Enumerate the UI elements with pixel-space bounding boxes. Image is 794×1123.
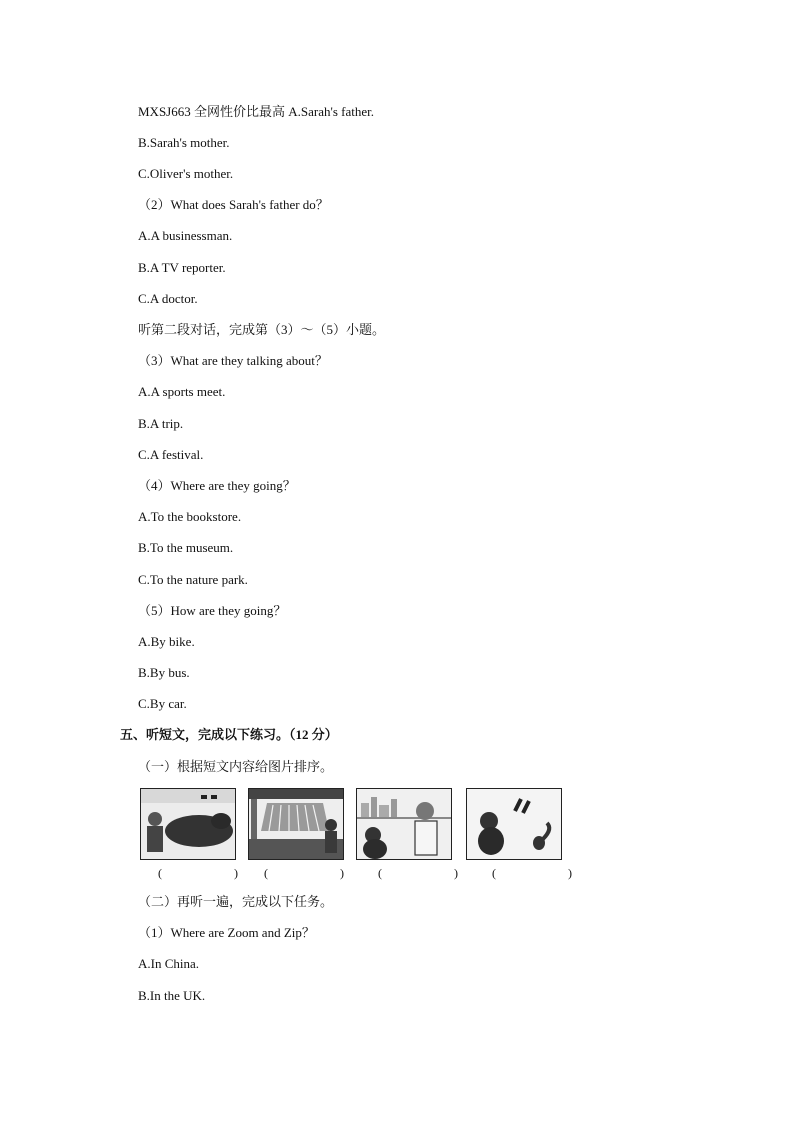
q2-option-b: B.A TV reporter. xyxy=(138,260,226,275)
picture-1 xyxy=(140,788,236,860)
q2-option-a: A.A businessman. xyxy=(138,228,233,243)
section-5-part-2: （二）再听一遍，完成以下任务。 xyxy=(138,894,334,909)
q3-option-a: A.A sports meet. xyxy=(138,384,226,399)
picture-1-answer-blank[interactable] xyxy=(158,866,238,880)
q4-option-a: A.To the bookstore. xyxy=(138,509,242,524)
section-5-heading: 五、听短文，完成以下练习。（12 分） xyxy=(120,727,338,742)
picture-2-answer-blank[interactable] xyxy=(264,866,344,880)
paren-open: ( xyxy=(158,866,162,880)
part-2-q1-option-b: B.In the UK. xyxy=(138,988,206,1003)
picture-2 xyxy=(248,788,344,860)
q3-option-c: C.A festival. xyxy=(138,447,204,462)
paren-close: ) xyxy=(454,866,458,880)
part-2-q1-option-a: A.In China. xyxy=(138,956,200,971)
part-2-question-1: （1）Where are Zoom and Zip？ xyxy=(138,925,315,940)
question-3: （3）What are they talking about？ xyxy=(138,353,328,368)
q3-option-b: B.A trip. xyxy=(138,416,184,431)
q4-option-b: B.To the museum. xyxy=(138,540,234,555)
paren-close: ) xyxy=(234,866,238,880)
q2-option-c: C.A doctor. xyxy=(138,291,198,306)
question-2: （2）What does Sarah's father do？ xyxy=(138,197,329,212)
dialogue-2-instruction: 听第二段对话，完成第（3）～（5）小题。 xyxy=(138,322,386,337)
picture-3-answer-blank[interactable] xyxy=(378,866,458,880)
paren-close: ) xyxy=(568,866,572,880)
q5-option-a: A.By bike. xyxy=(138,634,195,649)
q1-option-a-line: MXSJ663 全网性价比最高 A.Sarah's father. xyxy=(138,104,374,119)
q1-option-b: B.Sarah's mother. xyxy=(138,135,230,150)
q5-option-b: B.By bus. xyxy=(138,665,190,680)
paren-open: ( xyxy=(264,866,268,880)
picture-ordering-row xyxy=(140,788,580,878)
question-4: （4）Where are they going？ xyxy=(138,478,296,493)
q5-option-c: C.By car. xyxy=(138,696,187,711)
q1-option-c: C.Oliver's mother. xyxy=(138,166,234,181)
paren-open: ( xyxy=(378,866,382,880)
picture-4-answer-blank[interactable] xyxy=(492,866,572,880)
q4-option-c: C.To the nature park. xyxy=(138,572,248,587)
question-5: （5）How are they going？ xyxy=(138,603,287,618)
picture-3 xyxy=(356,788,452,860)
paren-close: ) xyxy=(340,866,344,880)
paren-open: ( xyxy=(492,866,496,880)
picture-4 xyxy=(466,788,562,860)
section-5-part-1: （一）根据短文内容给图片排序。 xyxy=(138,759,334,774)
